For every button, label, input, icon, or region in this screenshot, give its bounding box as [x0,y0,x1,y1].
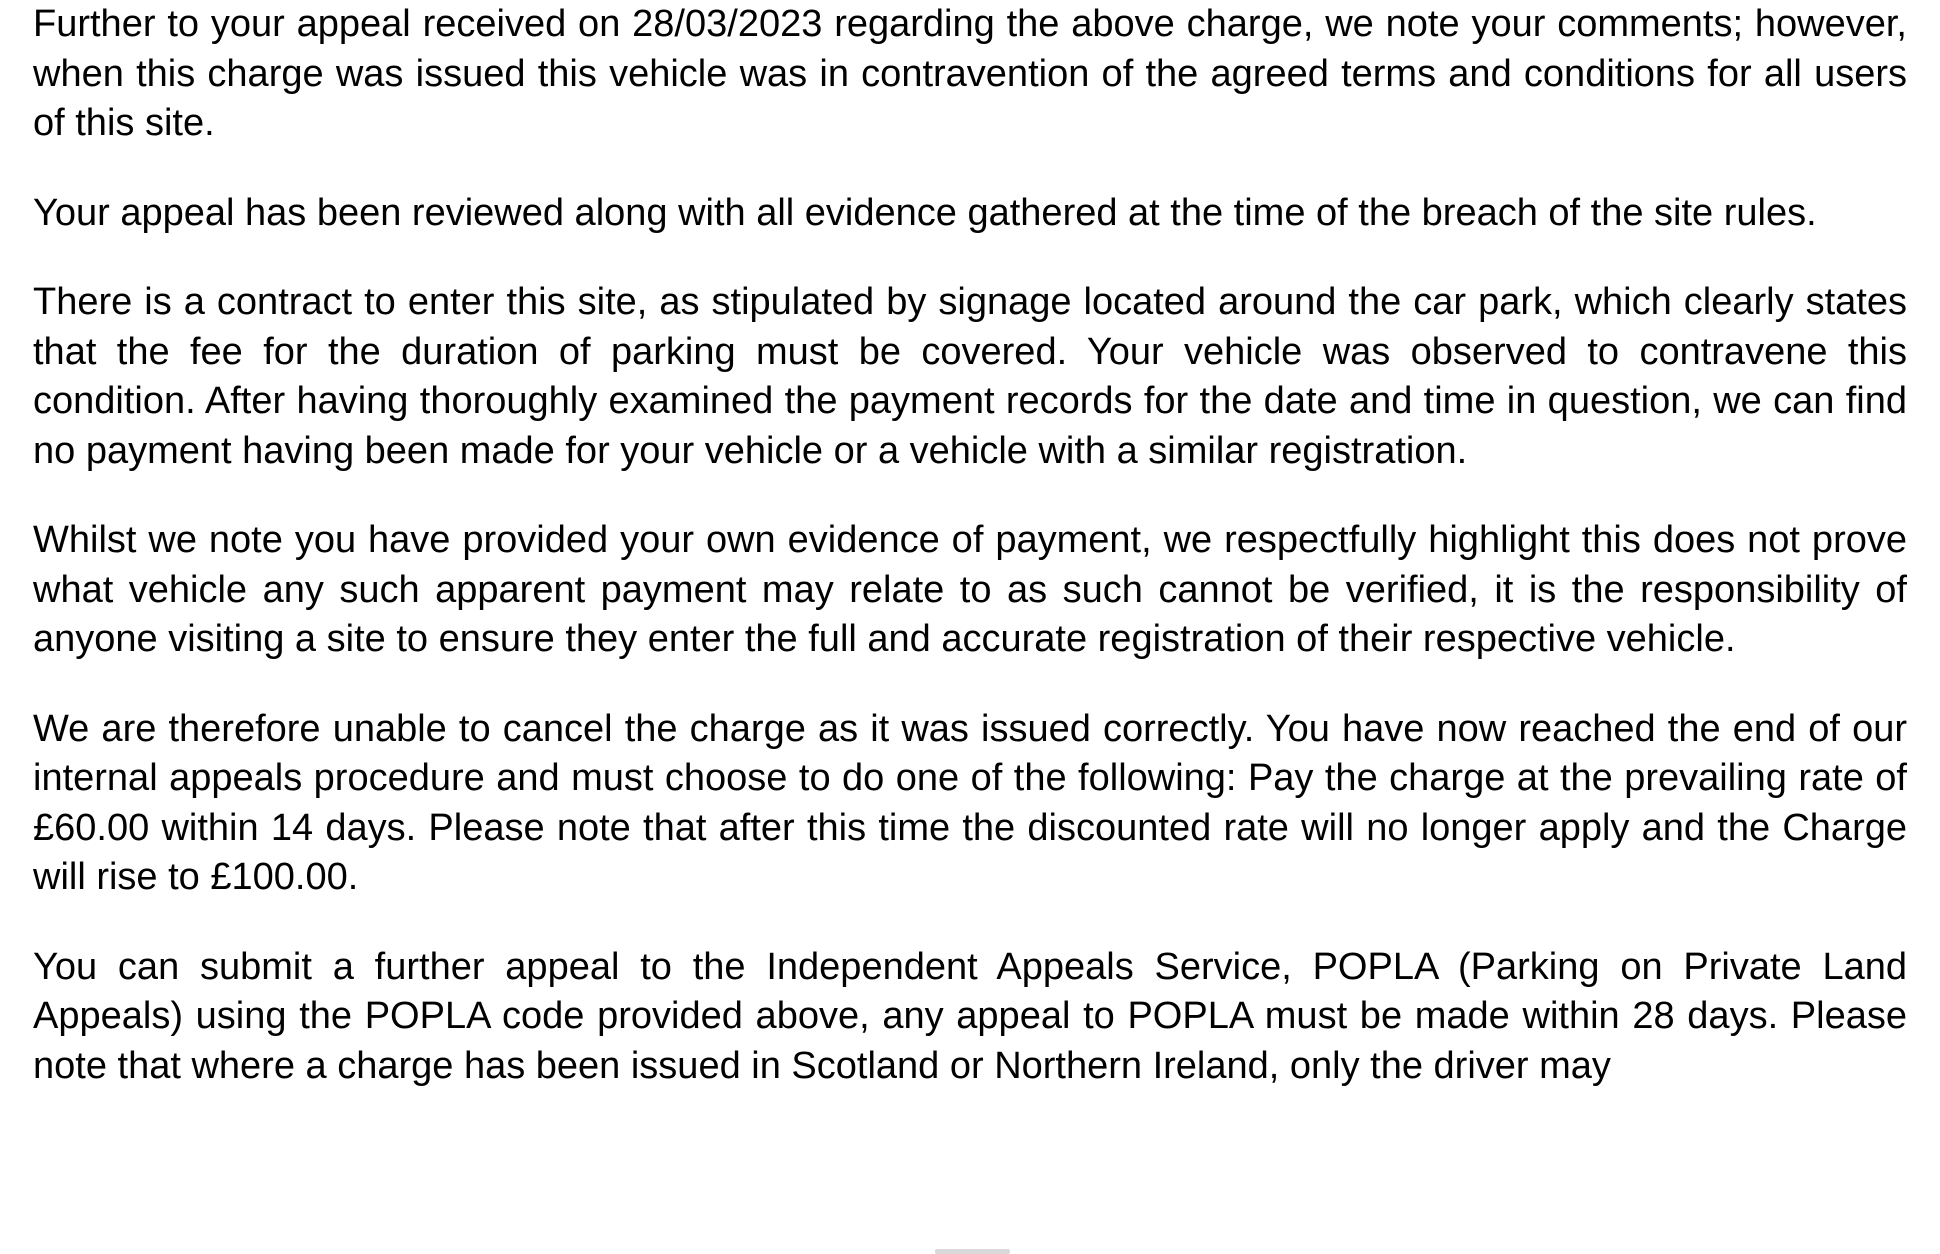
paragraph-contract-terms: There is a contract to enter this site, as stipulated by signage located around the car park, which clearly states that the fee for the duration of parking must be covered. Your vehicle was observed to contravene this condition. After having thoroughly examined the payment records for the date and time in question, we can find no payment having been made for your vehicle or a vehicle with a similar registration. [33,281,1907,472]
paragraph-appeal-reviewed: Your appeal has been reviewed along with all evidence gathered at the time of the breach of the site rules. [33,191,1817,234]
letter-body [33,0,1907,1091]
paragraph-appeal-received: Further to your appeal received on 28/03/2023 regarding the above charge, we note your comments; however, when this charge was issued this vehicle was in contravention of the agreed terms and conditions for all users of this site. [33,3,1907,144]
page-edge-mark [935,1249,1010,1254]
paragraph-popla-appeal: You can submit a further appeal to the Independent Appeals Service, POPLA (Parking on Private Land Appeals) using the POPLA code provided above, any appeal to POPLA must be made within 28 days. Please note that where a charge has been issued in Scotland or Northern Ireland, only the driver may [33,945,1907,1087]
paragraph-unable-to-cancel: We are therefore unable to cancel the charge as it was issued correctly. You have now reached the end of our internal appeals procedure and must choose to do one of the following: Pay the charge at the prevailing rate of £60.00 within 14 days. Please note that after this time the discounted rate will no longer apply and the Charge will rise to £100.00. [33,707,1907,898]
paragraph-evidence-of-payment: Whilst we note you have provided your own evidence of payment, we respectfully highlight this does not prove what vehicle any such apparent payment may relate to as such cannot be verified, it is the responsibility of anyone visiting a site to ensure they enter the full and accurate registration of their respective vehicle. [33,519,1907,660]
